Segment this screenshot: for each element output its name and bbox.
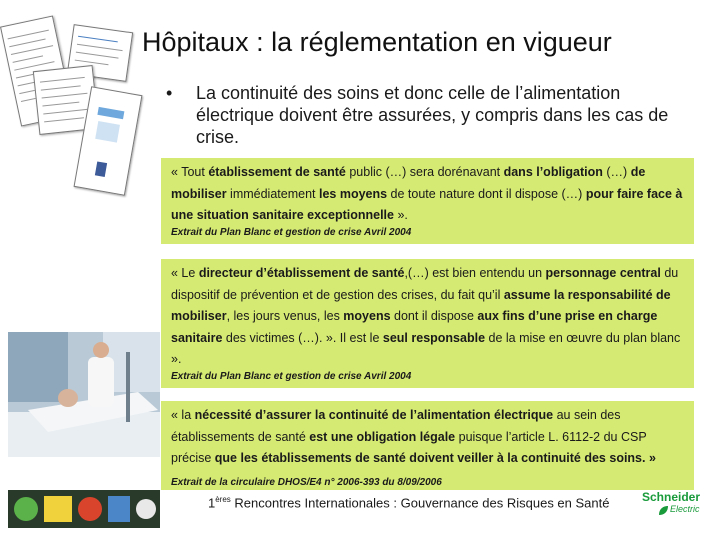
footer-text: 1ères Rencontres Internationales : Gouvernance des Risques en Santé bbox=[208, 495, 610, 511]
hospital-room-photo bbox=[8, 332, 160, 457]
regulation-documents-image bbox=[8, 10, 136, 195]
bullet-icon: • bbox=[166, 83, 173, 103]
decorative-photo-strip bbox=[8, 490, 160, 528]
quote-box-plan-blanc-2: « Le directeur d’établissement de santé,(…) est bien entendu un personnage central du dispositif de prévention et de gestion des crises, du fait qu’il assume la responsabilité de mobiliser, les jours venus, les moyens dont il dispose aux fins d’une prise en charge sanitaire des victimes (…). ». Il est le seul responsable de la mise en œuvre du plan blanc ». Extrait du Plan Blanc et gestion de crise Avril 2004 bbox=[161, 259, 694, 388]
slide-title: Hôpitaux : la réglementation en vigueur bbox=[142, 27, 612, 57]
schneider-electric-logo: Schneider Electric bbox=[642, 490, 701, 514]
leaf-icon bbox=[658, 505, 669, 516]
quote-box-plan-blanc-1: « Tout établissement de santé public (…) sera dorénavant dans l’obligation (…) de mobiliser immédiatement les moyens de toute nature dont il dispose (…) pour faire face à une situation sanitaire exceptionnelle ». Extrait du Plan Blanc et gestion de crise Avril 2004 bbox=[161, 158, 694, 244]
bullet-text: La continuité des soins et donc celle de l’alimentation électrique doivent être assurées, y compris dans les cas de crise. bbox=[196, 83, 669, 147]
quote-source: Extrait du Plan Blanc et gestion de crise Avril 2004 bbox=[171, 370, 412, 382]
quote-box-circulaire: « la nécessité d’assurer la continuité de l’alimentation électrique au sein des établissements de santé est une obligation légale puisque l’article L. 6112-2 du CSP précise que les établissements de santé doivent veiller à la continuité des soins. » Extrait de la circulaire DHOS/E4 n° 2006-393 du 8/09/2006 bbox=[161, 401, 694, 490]
bullet-point bbox=[166, 82, 692, 148]
quote-source: Extrait du Plan Blanc et gestion de crise Avril 2004 bbox=[171, 226, 412, 238]
quote-source: Extrait de la circulaire DHOS/E4 n° 2006-393 du 8/09/2006 bbox=[171, 476, 442, 488]
